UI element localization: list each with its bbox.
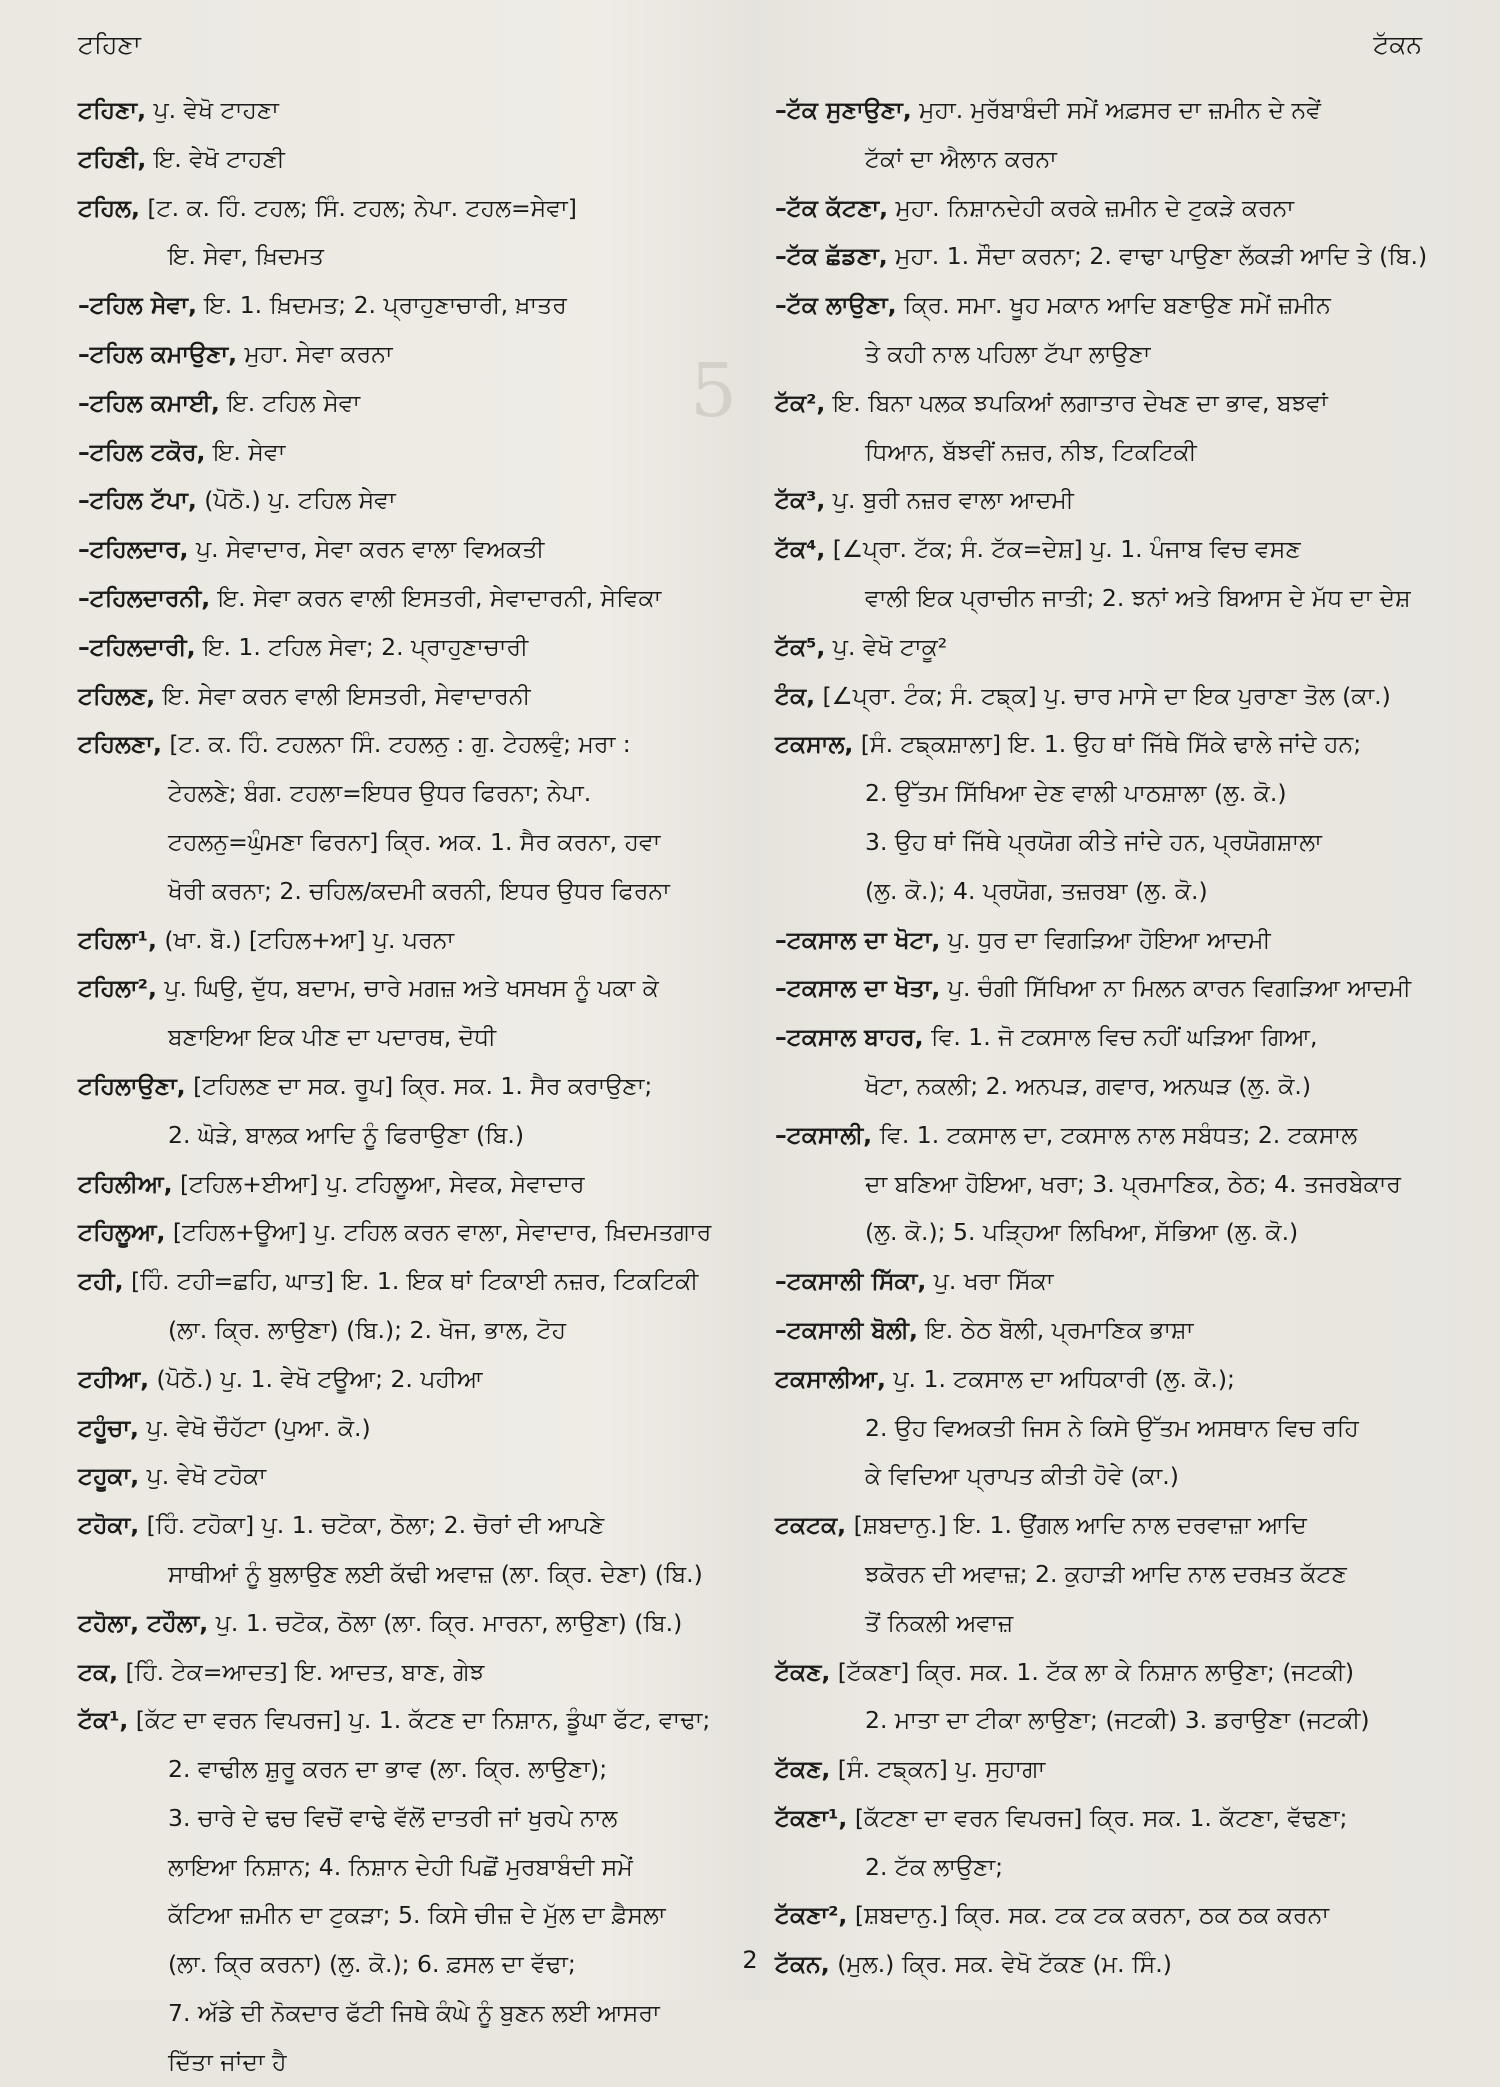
definition-text: (ਖਾ. ਬੋ.) [ਟਹਿਲ+ਆ] ਪੁ. ਪਰਨਾ [156, 925, 455, 954]
headword: ਟਹੂੰਚਾ, [78, 1413, 139, 1442]
running-head-right: ਟੱਕਨ [1373, 30, 1422, 59]
definition-text: [∠ਪ੍ਰਾ. ਟੱਕ; ਸੰ. ਟੱਕ=ਦੇਸ਼] ਪੁ. 1. ਪੰਜਾਬ ਵਿਚ ਵਸਣ [825, 535, 1301, 564]
definition-text: ਪੁ. ਵੇਖੋ ਚੌਹੱਟਾ (ਪੁਆ. ਕੋ.) [138, 1413, 371, 1442]
definition-text: ਇ. ਸੇਵਾ, ਖ਼ਿਦਮਤ [168, 242, 324, 271]
headword: ਟਹੀਆ, [78, 1364, 150, 1393]
definition-text: 2. ਉਹ ਵਿਅਕਤੀ ਜਿਸ ਨੇ ਕਿਸੇ ਉੱਤਮ ਅਸਥਾਨ ਵਿਚ ਰਹਿ [865, 1413, 1359, 1442]
definition-text: ਦਿੱਤਾ ਜਾਂਦਾ ਹੈ [168, 2047, 287, 2076]
entry-line [775, 1306, 1425, 1355]
definition-text: ਇ. ਸੇਵਾ [205, 437, 286, 466]
definition-text: ਪੁ. ਵੇਖੋ ਟਾਹਣਾ [146, 96, 279, 124]
entry-line [78, 1208, 718, 1257]
entry-line [78, 232, 718, 281]
definition-text: [∠ਪ੍ਰਾ. ਟੰਕ; ਸੰ. ਟਙ੍ਕ] ਪੁ. ਚਾਰ ਮਾਸੇ ਦਾ ਇਕ ਪੁਰਾਣਾ ਤੋਲ (ਕਾ.) [815, 681, 1391, 710]
definition-text: ਧਿਆਨ, ਬੱਝਵੀਂ ਨਜ਼ਰ, ਨੀਝ, ਟਿਕਟਿਕੀ [865, 437, 1197, 466]
entry-line [78, 1891, 718, 1940]
headword: ਟੱਕਨ, [775, 1950, 830, 1979]
headword: ਟਹਿਣਾ, [78, 96, 147, 124]
definition-text: ਇ. ਟਹਿਲ ਸੇਵਾ [219, 388, 361, 417]
definition-text: ਖੋਰੀ ਕਰਨਾ; 2. ਚਹਿਲ/ਕਦਮੀ ਕਰਨੀ, ਇਧਰ ਉਧਰ ਫਿਰਨਾ [168, 876, 670, 905]
headword: –ਟਹਿਲ ਟੱਪਾ, [78, 486, 197, 515]
entry-line [775, 1891, 1425, 1940]
entry-line [78, 769, 718, 818]
definition-text: ਪੁ. 1. ਟਕਸਾਲ ਦਾ ਅਧਿਕਾਰੀ (ਲੁ. ਕੋ.); [885, 1364, 1235, 1393]
entry-line [78, 1794, 718, 1843]
entry-line [775, 1843, 1425, 1892]
headword: –ਟੱਕ ਲਾਉਣਾ, [775, 291, 897, 320]
definition-text: ਪੁ. ਧੁਰ ਦਾ ਵਿਗੜਿਆ ਹੋਇਆ ਆਦਮੀ [940, 925, 1271, 954]
definition-text: [ਹਿੰ. ਟੇਕ=ਆਦਤ] ਇ. ਆਦਤ, ਬਾਣ, ਗੇਝ [118, 1657, 485, 1686]
headword: ਟਹੋਕਾ, [78, 1511, 140, 1540]
headword: ਟੰਕ, [775, 681, 816, 710]
definition-text: ਪੁ. 1. ਚਟੋਕ, ਠੋਲਾ (ਲਾ. ਕ੍ਰਿ. ਮਾਰਨਾ, ਲਾਉਣਾ) (ਬਿ.) [208, 1608, 683, 1637]
entry-line [775, 1745, 1425, 1794]
entry-line [78, 1452, 718, 1501]
entry-line [78, 1501, 718, 1550]
headword: –ਟਹਿਲ ਸੇਵਾ, [78, 291, 197, 320]
entry-line [78, 867, 718, 916]
definition-text: ਮੁਹਾ. ਨਿਸ਼ਾਨਦੇਹੀ ਕਰਕੇ ਜ਼ਮੀਨ ਦੇ ਟੁਕੜੇ ਕਰਨਾ [888, 193, 1294, 222]
left-column [78, 86, 718, 2087]
definition-text: [ਟੱਕਣਾ] ਕ੍ਰਿ. ਸਕ. 1. ਟੱਕ ਲਾ ਕੇ ਨਿਸ਼ਾਨ ਲਾਉਣਾ; (ਜਟਕੀ) [830, 1657, 1355, 1686]
definition-text: 7. ਅੱਡੇ ਦੀ ਨੋਕਦਾਰ ਫੱਟੀ ਜਿਥੇ ਕੰਘੇ ਨੂੰ ਬੁਣਨ ਲਈ ਆਸਰਾ [168, 1999, 660, 2028]
headword: ਟੱਕਣਾ¹, [775, 1803, 848, 1832]
entry-line [78, 1404, 718, 1453]
entry-line [78, 1062, 718, 1111]
definition-text: ਇ. ਠੇਠ ਬੋਲੀ, ਪ੍ਰਮਾਣਿਕ ਭਾਸ਼ਾ [917, 1315, 1194, 1344]
headword: ਟਕਸਾਲੀਆ, [775, 1364, 886, 1393]
entry-line [775, 1160, 1425, 1209]
definition-text: ਪੁ. ਵੇਖੋ ਟਾਕੂ² [825, 632, 948, 661]
right-column [775, 86, 1428, 1989]
headword: ਟਹਿਲਾਉਣਾ, [78, 1071, 186, 1100]
definition-text: ਟੇਹਲਣੇ; ਬੰਗ. ਟਹਲਾ=ਇਧਰ ਉਧਰ ਫਿਰਨਾ; ਨੇਪਾ. [168, 779, 592, 808]
headword: –ਟਹਿਲਦਾਰਨੀ, [78, 583, 211, 612]
entry-line [775, 1550, 1425, 1599]
entry-line [78, 379, 718, 428]
headword: ਟੱਕਣ, [775, 1657, 831, 1686]
headword: –ਟਕਸਾਲ ਦਾ ਖੋਤਾ, [775, 974, 941, 1003]
entry-line [78, 1355, 718, 1404]
entry-line [775, 1404, 1425, 1453]
definition-text: ਇ. ਸੇਵਾ ਕਰਨ ਵਾਲੀ ਇਸਤਰੀ, ਸੇਵਾਦਾਰਨੀ [155, 681, 531, 710]
definition-text: (ਲੁ. ਕੋ.); 5. ਪੜ੍ਹਿਆ ਲਿਖਿਆ, ਸੱਭਿਆ (ਲੁ. ਕੋ.) [865, 1218, 1299, 1247]
entry-line [78, 135, 718, 184]
entry-line [775, 623, 1425, 672]
headword: ਟਹੀ, [78, 1267, 124, 1296]
definition-text: ਝਕੋਰਨ ਦੀ ਅਵਾਜ਼; 2. ਕੁਹਾੜੀ ਆਦਿ ਨਾਲ ਦਰਖ਼ਤ ਕੱਟਣ [865, 1559, 1347, 1588]
definition-text: ਇ. 1. ਟਹਿਲ ਸੇਵਾ; 2. ਪ੍ਰਾਹੁਣਾਚਾਰੀ [195, 632, 529, 661]
headword: ਟਹਿਲਾ¹, [78, 925, 157, 954]
headword: –ਟੱਕ ਕੱਟਣਾ, [775, 193, 889, 222]
entry-line [775, 672, 1425, 721]
headword: –ਟਹਿਲਦਾਰੀ, [78, 632, 196, 661]
headword: –ਟਹਿਲ ਕਮਾਈ, [78, 388, 220, 417]
headword: –ਟਕਸਾਲੀ ਸਿੱਕਾ, [775, 1267, 927, 1296]
definition-text: ਬਣਾਇਆ ਇਕ ਪੀਣ ਦਾ ਪਦਾਰਥ, ਦੋਧੀ [168, 1023, 497, 1052]
definition-text: ਵਿ. 1. ਟਕਸਾਲ ਦਾ, ਟਕਸਾਲ ਨਾਲ ਸਬੰਧਤ; 2. ਟਕਸਾਲ [872, 1120, 1358, 1149]
headword: ਟਹਿਲਣ, [78, 681, 156, 710]
entry-line [775, 184, 1425, 233]
headword: –ਟੱਕ ਸੁਣਾਉਣਾ, [775, 96, 912, 124]
definition-text: [ਸੰ. ਟਙ੍ਕਸ਼ਾਲਾ] ਇ. 1. ਉਹ ਥਾਂ ਜਿੱਥੇ ਸਿੱਕੇ ਢਾਲੇ ਜਾਂਦੇ ਹਨ; [853, 730, 1362, 759]
entry-line [775, 769, 1425, 818]
entry-line [78, 1013, 718, 1062]
definition-text: ਪੁ. ਘਿਉ, ਦੁੱਧ, ਬਦਾਮ, ਚਾਰੇ ਮਗਜ਼ ਅਤੇ ਖਸਖਸ ਨੂੰ ਪਕਾ ਕੇ [156, 974, 659, 1003]
headword: –ਟਕਸਾਲੀ ਬੋਲੀ, [775, 1315, 918, 1344]
entry-line [775, 525, 1425, 574]
definition-text: [ਕੱਟਣਾ ਦਾ ਵਰਨ ਵਿਪਰਜ] ਕ੍ਰਿ. ਸਕ. 1. ਕੱਟਣਾ, ਵੱਢਣਾ; [847, 1803, 1348, 1832]
entry-line [775, 281, 1425, 330]
definition-text: ਮੁਹਾ. ਮੁਰੱਬਾਬੰਦੀ ਸਮੇਂ ਅਫ਼ਸਰ ਦਾ ਜ਼ਮੀਨ ਦੇ ਨਵੇਂ [911, 96, 1321, 124]
entry-line [775, 1696, 1425, 1745]
entry-line [775, 1257, 1425, 1306]
entry-line [78, 574, 718, 623]
definition-text: ਇ. ਬਿਨਾ ਪਲਕ ਝਪਕਿਆਂ ਲਗਾਤਾਰ ਦੇਖਣ ਦਾ ਭਾਵ, ਬਝਵਾਂ [825, 388, 1328, 417]
entry-line [78, 330, 718, 379]
definition-text: (ਪੋਠੋ.) ਪੁ. ਟਹਿਲ ਸੇਵਾ [196, 486, 396, 515]
definition-text: 2. ਮਾਤਾ ਦਾ ਟੀਕਾ ਲਾਉਣਾ; (ਜਟਕੀ) 3. ਡਰਾਉਣਾ (ਜਟਕੀ) [865, 1706, 1370, 1735]
headword: ਟੱਕਣ, [775, 1755, 831, 1784]
definition-text: ਇ. ਵੇਖੋ ਟਾਹਣੀ [146, 144, 285, 173]
definition-text: ਪੁ. ਸੇਵਾਦਾਰ, ਸੇਵਾ ਕਰਨ ਵਾਲਾ ਵਿਅਕਤੀ [188, 535, 545, 564]
definition-text: [ਸ਼ਬਦਾਨੁ.] ਕ੍ਰਿ. ਸਕ. ਟਕ ਟਕ ਕਰਨਾ, ਠਕ ਠਕ ਕਰਨਾ [847, 1901, 1330, 1930]
entry-line [775, 720, 1425, 769]
entry-line [775, 818, 1425, 867]
headword: –ਟਹਿਲਦਾਰ, [78, 535, 189, 564]
headword: ਟਹਿਲੀਆ, [78, 1169, 173, 1198]
headword: ਟੱਕਣਾ², [775, 1901, 848, 1930]
entry-line [775, 135, 1425, 184]
entry-line [775, 574, 1425, 623]
definition-text: ਟਹਲਨੁ=ਘੁੰਮਣਾ ਫਿਰਨਾ] ਕ੍ਰਿ. ਅਕ. 1. ਸੈਰ ਕਰਨਾ, ਹਵਾ [168, 827, 661, 856]
definition-text: [ਟਹਿਲ+ਈਆ] ਪੁ. ਟਹਿਲੂਆ, ਸੇਵਕ, ਸੇਵਾਦਾਰ [172, 1169, 585, 1198]
entry-line [78, 720, 718, 769]
headword: –ਟਕਸਾਲੀ, [775, 1120, 873, 1149]
definition-text: 2. ਵਾਢੀਲ ਸ਼ੁਰੂ ਕਰਨ ਦਾ ਭਾਵ (ਲਾ. ਕ੍ਰਿ. ਲਾਉਣਾ); [168, 1755, 608, 1784]
entry-line [775, 1452, 1425, 1501]
entry-line [775, 1599, 1425, 1648]
definition-text: [ਟ. ਕ. ਹਿੰ. ਟਹਲਨਾ ਸਿੰ. ਟਹਲਨੁ : ਗੁ. ਟੇਹਲਵੁੰ; ਮਰਾ : [161, 730, 631, 759]
definition-text: ਲਾਇਆ ਨਿਸ਼ਾਨ; 4. ਨਿਸ਼ਾਨ ਦੇਹੀ ਪਿਛੋਂ ਮੁਰਬਾਬੰਦੀ ਸਮੇਂ [168, 1852, 633, 1881]
definition-text: [ਹਿੰ. ਟਹੀ=ਛਹਿ, ਘਾਤ] ਇ. 1. ਇਕ ਥਾਂ ਟਿਕਾਈ ਨਜ਼ਰ, ਟਿਕਟਿਕੀ [123, 1267, 699, 1296]
entry-line [78, 184, 718, 233]
headword: –ਟਕਸਾਲ ਦਾ ਖੋਟਾ, [775, 925, 941, 954]
entry-line [775, 964, 1425, 1013]
entry-line [78, 818, 718, 867]
entry-line [775, 428, 1425, 477]
entry-line [775, 1648, 1425, 1697]
definition-text: ਇ. 1. ਖ਼ਿਦਮਤ; 2. ਪ੍ਰਾਹੁਣਾਚਾਰੀ, ਖ਼ਾਤਰ [196, 291, 567, 320]
definition-text: 2. ਟੱਕ ਲਾਉਣਾ; [865, 1852, 1003, 1881]
entry-line [78, 476, 718, 525]
entry-line [775, 86, 1425, 135]
headword: ਟੱਕ², [775, 388, 826, 417]
entry-line [78, 1306, 718, 1355]
entry-line [78, 86, 718, 135]
definition-text: ਪੁ. ਵੇਖੋ ਟਹੋਕਾ [139, 1462, 267, 1491]
entry-line [775, 232, 1428, 281]
headword: ਟਹੂਕਾ, [78, 1462, 140, 1491]
entry-line [78, 1648, 718, 1697]
definition-text: ਪੁ. ਖਰਾ ਸਿੱਕਾ [926, 1267, 1054, 1296]
definition-text: (ਲਾ. ਕ੍ਰਿ. ਲਾਉਣਾ) (ਬਿ.); 2. ਖੋਜ, ਭਾਲ, ਟੋਹ [168, 1315, 567, 1344]
definition-text: [ਸ਼ਬਦਾਨੁ.] ਇ. 1. ਉਂਗਲ ਆਦਿ ਨਾਲ ਦਰਵਾਜ਼ਾ ਆਦਿ [846, 1511, 1307, 1540]
definition-text: ਪੁ. ਬੁਰੀ ਨਜ਼ਰ ਵਾਲਾ ਆਦਮੀ [825, 486, 1074, 515]
definition-text: ਮੁਹਾ. ਸੇਵਾ ਕਰਨਾ [237, 339, 393, 368]
entry-line [775, 379, 1425, 428]
entry-line [775, 1355, 1425, 1404]
headword: ਟੱਕ⁵, [775, 632, 826, 661]
entry-line [78, 1696, 718, 1745]
entry-line [775, 1013, 1425, 1062]
entry-line [775, 476, 1425, 525]
entry-line [78, 2038, 718, 2087]
headword: –ਟਹਿਲ ਕਮਾਉਣਾ, [78, 339, 238, 368]
definition-text: [ਟਹਿਲਣ ਦਾ ਸਕ. ਰੂਪ] ਕ੍ਰਿ. ਸਕ. 1. ਸੈਰ ਕਰਾਉਣਾ; [185, 1071, 653, 1100]
definition-text: ਵਿ. 1. ਜੋ ਟਕਸਾਲ ਵਿਚ ਨਹੀਂ ਘੜਿਆ ਗਿਆ, [923, 1023, 1318, 1052]
entry-line [78, 672, 718, 721]
entry-line [78, 964, 718, 1013]
definition-text: ਕੱਟਿਆ ਜ਼ਮੀਨ ਦਾ ਟੁਕੜਾ; 5. ਕਿਸੇ ਚੀਜ਼ ਦੇ ਮੁੱਲ ਦਾ ਫ਼ੈਸਲਾ [168, 1901, 666, 1930]
entry-line [775, 916, 1425, 965]
entry-line [78, 1745, 718, 1794]
headword: ਟਹਿਲੂਆ, [78, 1218, 166, 1247]
entry-line [775, 330, 1425, 379]
definition-text: ਖੋਟਾ, ਨਕਲੀ; 2. ਅਨਪੜ, ਗਵਾਰ, ਅਨਘੜ (ਲੁ. ਕੋ.) [865, 1071, 1312, 1100]
entry-line [78, 1843, 718, 1892]
running-head-left: ਟਹਿਣਾ [78, 30, 141, 59]
definition-text: (ਮੁਲ.) ਕ੍ਰਿ. ਸਕ. ਵੇਖੋ ਟੱਕਣ (ਮ. ਸਿੰ.) [829, 1950, 1172, 1979]
definition-text: [ਕੱਟ ਦਾ ਵਰਨ ਵਿਪਰਜ] ਪੁ. 1. ਕੱਟਣ ਦਾ ਨਿਸ਼ਾਨ, ਡੂੰਘਾ ਫੱਟ, ਵਾਢਾ; [128, 1706, 711, 1735]
entry-line [775, 867, 1425, 916]
definition-text: ਤੇ ਕਹੀ ਨਾਲ ਪਹਿਲਾ ਟੱਪਾ ਲਾਉਣਾ [865, 339, 1151, 368]
headword: ਟਕ, [78, 1657, 119, 1686]
entry-line [78, 1989, 718, 2038]
entry-line [78, 428, 718, 477]
definition-text: 3. ਚਾਰੇ ਦੇ ਢਚ ਵਿਚੋਂ ਵਾਢੇ ਵੱਲੋਂ ਦਾਤਰੀ ਜਾਂ ਖੁਰਪੇ ਨਾਲ [168, 1803, 618, 1832]
definition-text: [ਟਹਿਲ+ਊਆ] ਪੁ. ਟਹਿਲ ਕਰਨ ਵਾਲਾ, ਸੇਵਾਦਾਰ, ਖ਼ਿਦਮਤਗਾਰ [165, 1218, 712, 1247]
definition-text: (ਲੁ. ਕੋ.); 4. ਪ੍ਰਯੋਗ, ਤਜ਼ਰਬਾ (ਲੁ. ਕੋ.) [865, 876, 1208, 905]
definition-text: ਵਾਲੀ ਇਕ ਪ੍ਰਾਚੀਨ ਜਾਤੀ; 2. ਝਨਾਂ ਅਤੇ ਬਿਆਸ ਦੇ ਮੱਧ ਦਾ ਦੇਸ਼ [865, 583, 1411, 612]
headword: –ਟੱਕ ਛੱਡਣਾ, [775, 242, 888, 271]
show-through-mark: 5 [690, 348, 738, 434]
headword: ਟੱਕ⁴, [775, 535, 826, 564]
definition-text: 3. ਉਹ ਥਾਂ ਜਿੱਥੇ ਪ੍ਰਯੋਗ ਕੀਤੇ ਜਾਂਦੇ ਹਨ, ਪ੍ਰਯੋਗਸ਼ਾਲਾ [865, 827, 1322, 856]
entry-line [775, 1111, 1425, 1160]
headword: ਟੱਕ³, [775, 486, 826, 515]
entry-line [78, 1550, 718, 1599]
entry-line [775, 1208, 1425, 1257]
entry-line [78, 1257, 718, 1306]
definition-text: ਮੁਹਾ. 1. ਸੌਦਾ ਕਰਨਾ; 2. ਵਾਢਾ ਪਾਉਣਾ ਲੱਕੜੀ ਆਦਿ ਤੇ (ਬਿ.) [887, 242, 1428, 271]
entry-line [78, 1599, 718, 1648]
entry-line [78, 916, 718, 965]
headword: ਟਹਿਲਾ², [78, 974, 157, 1003]
entry-line [78, 623, 718, 672]
definition-text: (ਪੋਠੋ.) ਪੁ. 1. ਵੇਖੋ ਟਊਆ; 2. ਪਹੀਆ [149, 1364, 483, 1393]
definition-text: ਸਾਥੀਆਂ ਨੂੰ ਬੁਲਾਉਣ ਲਈ ਕੱਢੀ ਅਵਾਜ਼ (ਲਾ. ਕ੍ਰਿ. ਦੇਣਾ) (ਬਿ.) [168, 1559, 703, 1588]
definition-text: [ਹਿੰ. ਟਹੋਕਾ] ਪੁ. 1. ਚਟੋਕਾ, ਠੋਲਾ; 2. ਚੋਰਾਂ ਦੀ ਆਪਣੇ [139, 1511, 605, 1540]
entry-line [775, 1794, 1425, 1843]
headword: ਟਕਸਾਲ, [775, 730, 854, 759]
headword: ਟਹਿਲ, [78, 193, 140, 222]
definition-text: ਕੇ ਵਿਦਿਆ ਪ੍ਰਾਪਤ ਕੀਤੀ ਹੋਵੇ (ਕਾ.) [865, 1462, 1179, 1491]
headword: ਟਹਿਣੀ, [78, 144, 147, 173]
definition-text: 2. ਉੱਤਮ ਸਿੱਖਿਆ ਦੇਣ ਵਾਲੀ ਪਾਠਸ਼ਾਲਾ (ਲੁ. ਕੋ.) [865, 779, 1287, 808]
definition-text: ਟੱਕਾਂ ਦਾ ਐਲਾਨ ਕਰਨਾ [865, 144, 1057, 173]
entry-line [775, 1062, 1425, 1111]
definition-text: ਇ. ਸੇਵਾ ਕਰਨ ਵਾਲੀ ਇਸਤਰੀ, ਸੇਵਾਦਾਰਨੀ, ਸੇਵਿਕਾ [210, 583, 662, 612]
definition-text: ਦਾ ਬਣਿਆ ਹੋਇਆ, ਖਰਾ; 3. ਪ੍ਰਮਾਣਿਕ, ਠੇਠ; 4. ਤਜਰਬੇਕਾਰ [865, 1169, 1401, 1198]
headword: –ਟਹਿਲ ਟਕੋਰ, [78, 437, 206, 466]
entry-line [775, 1501, 1425, 1550]
definition-text: [ਸੰ. ਟਙ੍ਕਨ] ਪੁ. ਸੁਹਾਗਾ [830, 1755, 1046, 1784]
entry-line [78, 281, 718, 330]
entry-line [78, 1111, 718, 1160]
headword: ਟਕਟਕ, [775, 1511, 847, 1540]
entry-line [78, 1160, 718, 1209]
definition-text: ਤੋਂ ਨਿਕਲੀ ਅਵਾਜ਼ [865, 1608, 1014, 1637]
headword: ਟਹਿਲਣਾ, [78, 730, 162, 759]
definition-text: ਕ੍ਰਿ. ਸਮਾ. ਖੂਹ ਮਕਾਨ ਆਦਿ ਬਣਾਉਣ ਸਮੇਂ ਜ਼ਮੀਨ [896, 291, 1331, 320]
entry-line [78, 525, 718, 574]
headword: ਟਹੋਲਾ, ਟਹੌਲਾ, [78, 1608, 209, 1637]
definition-text: 2. ਘੋੜੇ, ਬਾਲਕ ਆਦਿ ਨੂੰ ਫਿਰਾਉਣਾ (ਬਿ.) [168, 1120, 525, 1149]
page-number: 2 [742, 1946, 758, 1974]
headword: –ਟਕਸਾਲ ਬਾਹਰ, [775, 1023, 924, 1052]
definition-text: ਪੁ. ਚੰਗੀ ਸਿੱਖਿਆ ਨਾ ਮਿਲਨ ਕਾਰਨ ਵਿਗੜਿਆ ਆਦਮੀ [940, 974, 1412, 1003]
definition-text: (ਲਾ. ਕ੍ਰਿ ਕਰਨਾ) (ਲੁ. ਕੋ.); 6. ਫ਼ਸਲ ਦਾ ਵੱਢਾ; [168, 1950, 576, 1979]
definition-text: [ਟ. ਕ. ਹਿੰ. ਟਹਲ; ਸਿੰ. ਟਹਲ; ਨੇਪਾ. ਟਹਲ=ਸੇਵਾ] [139, 193, 577, 222]
headword: ਟੱਕ¹, [78, 1706, 129, 1735]
